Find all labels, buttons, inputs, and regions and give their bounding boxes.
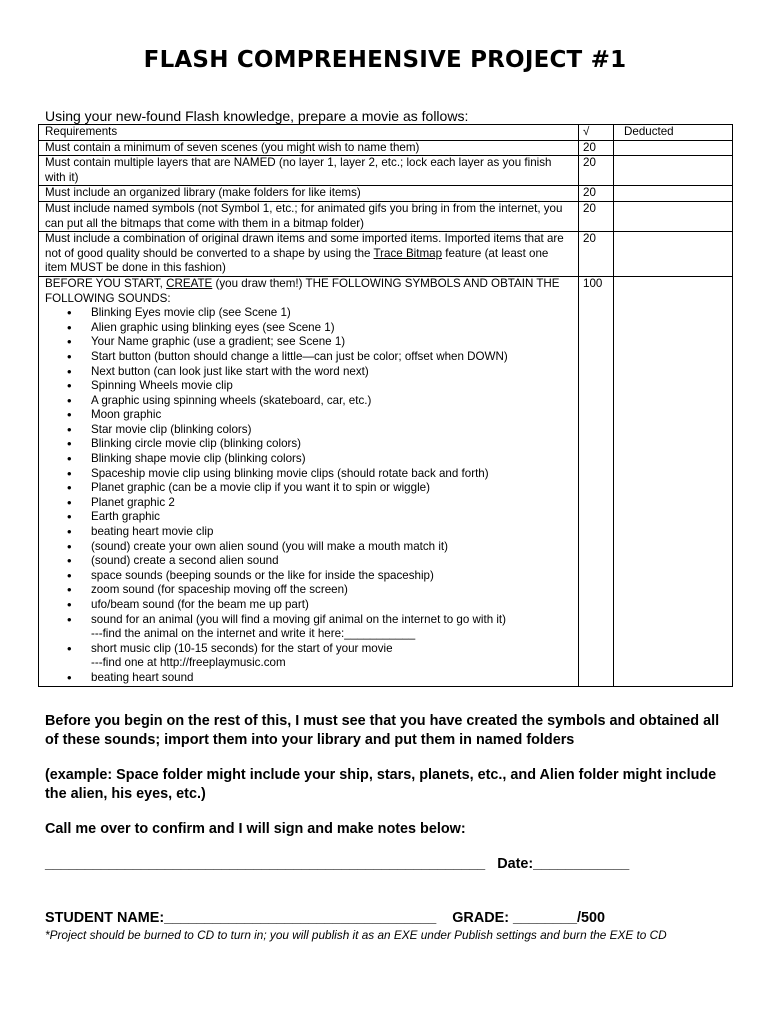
header-requirements: Requirements <box>39 125 579 141</box>
signature-field[interactable]: _______________________________________________________ <box>45 856 486 872</box>
list-item: • beating heart movie clip <box>45 525 572 540</box>
symbols-intro-create: CREATE <box>166 276 213 290</box>
before-begin-paragraph: Before you begin on the rest of this, I must see that you have created the symbols and obtained all of these sounds; import them into your library and put them in named folders <box>45 713 720 748</box>
student-name-field[interactable]: STUDENT NAME:__________________________________ <box>45 910 437 926</box>
list-item: • Spinning Wheels movie clip <box>45 379 572 394</box>
symbols-deducted-cell[interactable] <box>614 276 733 686</box>
symbols-points: 100 <box>579 276 614 686</box>
list-item: • space sounds (beeping sounds or the like for inside the spaceship) <box>45 569 572 584</box>
list-item: • A graphic using spinning wheels (skateboard, car, etc.) <box>45 394 572 409</box>
music-item-text: short music clip (10-15 seconds) for the start of your movie <box>91 641 393 655</box>
row-points: 20 <box>579 156 614 186</box>
table-row <box>39 186 733 202</box>
list-item: • Next button (can look just like start with the word next) <box>45 365 572 380</box>
table-header-row <box>39 125 733 141</box>
trace-bitmap-link: Trace Bitmap <box>373 246 443 260</box>
list-item: • Alien graphic using blinking eyes (see Scene 1) <box>45 321 572 336</box>
list-item-music <box>45 642 572 671</box>
table-row <box>39 140 733 156</box>
list-item: • Earth graphic <box>45 510 572 525</box>
row-points: 20 <box>579 201 614 231</box>
list-item: • Planet graphic 2 <box>45 496 572 511</box>
row-points: 20 <box>579 186 614 202</box>
list-item: • beating heart sound <box>45 671 572 686</box>
list-item: • Spaceship movie clip using blinking movie clips (should rotate back and forth) <box>45 467 572 482</box>
row-deducted-cell[interactable] <box>614 201 733 231</box>
row-deducted-cell[interactable] <box>614 186 733 202</box>
list-item: • Blinking Eyes movie clip (see Scene 1) <box>45 306 572 321</box>
row-requirement: Must include named symbols (not Symbol 1, etc.; for animated gifs you bring in from the internet, you can put all the bitmaps that come with them in a bitmap folder) <box>39 201 579 231</box>
list-item: • Blinking shape movie clip (blinking colors) <box>45 452 572 467</box>
header-check: √ <box>579 125 614 141</box>
row-requirement: Must contain a minimum of seven scenes (you might wish to name them) <box>39 140 579 156</box>
list-item: • ufo/beam sound (for the beam me up part) <box>45 598 572 613</box>
list-item: • Start button (button should change a little—can just be color; offset when DOWN) <box>45 350 572 365</box>
list-item: • Planet graphic (can be a movie clip if you want it to spin or wiggle) <box>45 481 572 496</box>
student-line <box>45 910 605 926</box>
page-title: FLASH COMPREHENSIVE PROJECT #1 <box>143 47 627 73</box>
list-item: • Moon graphic <box>45 408 572 423</box>
music-sub-note: ---find one at http://freeplaymusic.com <box>91 656 286 670</box>
list-item: • Your Name graphic (use a gradient; see Scene 1) <box>45 335 572 350</box>
row-points: 20 <box>579 140 614 156</box>
table-row <box>39 156 733 186</box>
list-item: • (sound) create your own alien sound (you will make a mouth match it) <box>45 540 572 555</box>
intro-text: Using your new-found Flash knowledge, prepare a movie as follows: <box>45 108 469 124</box>
row-deducted-cell[interactable] <box>614 232 733 277</box>
animal-sub-note: ---find the animal on the internet and write it here:___________ <box>91 627 416 641</box>
list-item: • Blinking circle movie clip (blinking colors) <box>45 437 572 452</box>
footnote: *Project should be burned to CD to turn in; you will publish it as an EXE under Publish settings and burn the EXE to CD <box>45 928 667 942</box>
row-requirement: Must contain multiple layers that are NAMED (no layer 1, layer 2, etc.; lock each layer as you finish with it) <box>39 156 579 186</box>
header-deducted: Deducted <box>614 125 733 141</box>
row-points: 20 <box>579 232 614 277</box>
symbols-row <box>39 276 733 686</box>
row-requirement <box>39 232 579 277</box>
list-item-animal <box>45 613 572 642</box>
symbols-cell <box>39 276 579 686</box>
example-paragraph: (example: Space folder might include your ship, stars, planets, etc., and Alien folder might include the alien, his eyes, etc.) <box>45 767 717 802</box>
list-item: • (sound) create a second alien sound <box>45 554 572 569</box>
call-me-paragraph: Call me over to confirm and I will sign and make notes below: <box>45 821 466 837</box>
symbols-intro-after: (you draw them!) THE FOLLOWING SYMBOLS AND OBTAIN THE FOLLOWING SOUNDS: <box>45 276 560 305</box>
requirements-table <box>38 124 733 687</box>
row-deducted-cell[interactable] <box>614 156 733 186</box>
animal-item-text: sound for an animal (you will find a moving gif animal on the internet to go with it) <box>91 612 507 626</box>
symbols-list <box>45 306 572 685</box>
row-deducted-cell[interactable] <box>614 140 733 156</box>
row-requirement: Must include an organized library (make folders for like items) <box>39 186 579 202</box>
date-field[interactable]: Date:____________ <box>497 856 630 872</box>
list-item: • zoom sound (for spaceship moving off the screen) <box>45 583 572 598</box>
grade-field[interactable]: GRADE: ________/500 <box>452 910 606 926</box>
row-text-before: Must include a combination of original drawn items and some imported items. Imported items that are not of good quality should be converted to a shape by using the <box>45 232 564 260</box>
signature-line <box>45 856 629 872</box>
table-row <box>39 201 733 231</box>
symbols-intro-before: BEFORE YOU START, <box>45 276 167 290</box>
list-item: • Star movie clip (blinking colors) <box>45 423 572 438</box>
row-text-after: feature (at least one item MUST be done in this fashion) <box>45 246 549 275</box>
table-row <box>39 232 733 277</box>
